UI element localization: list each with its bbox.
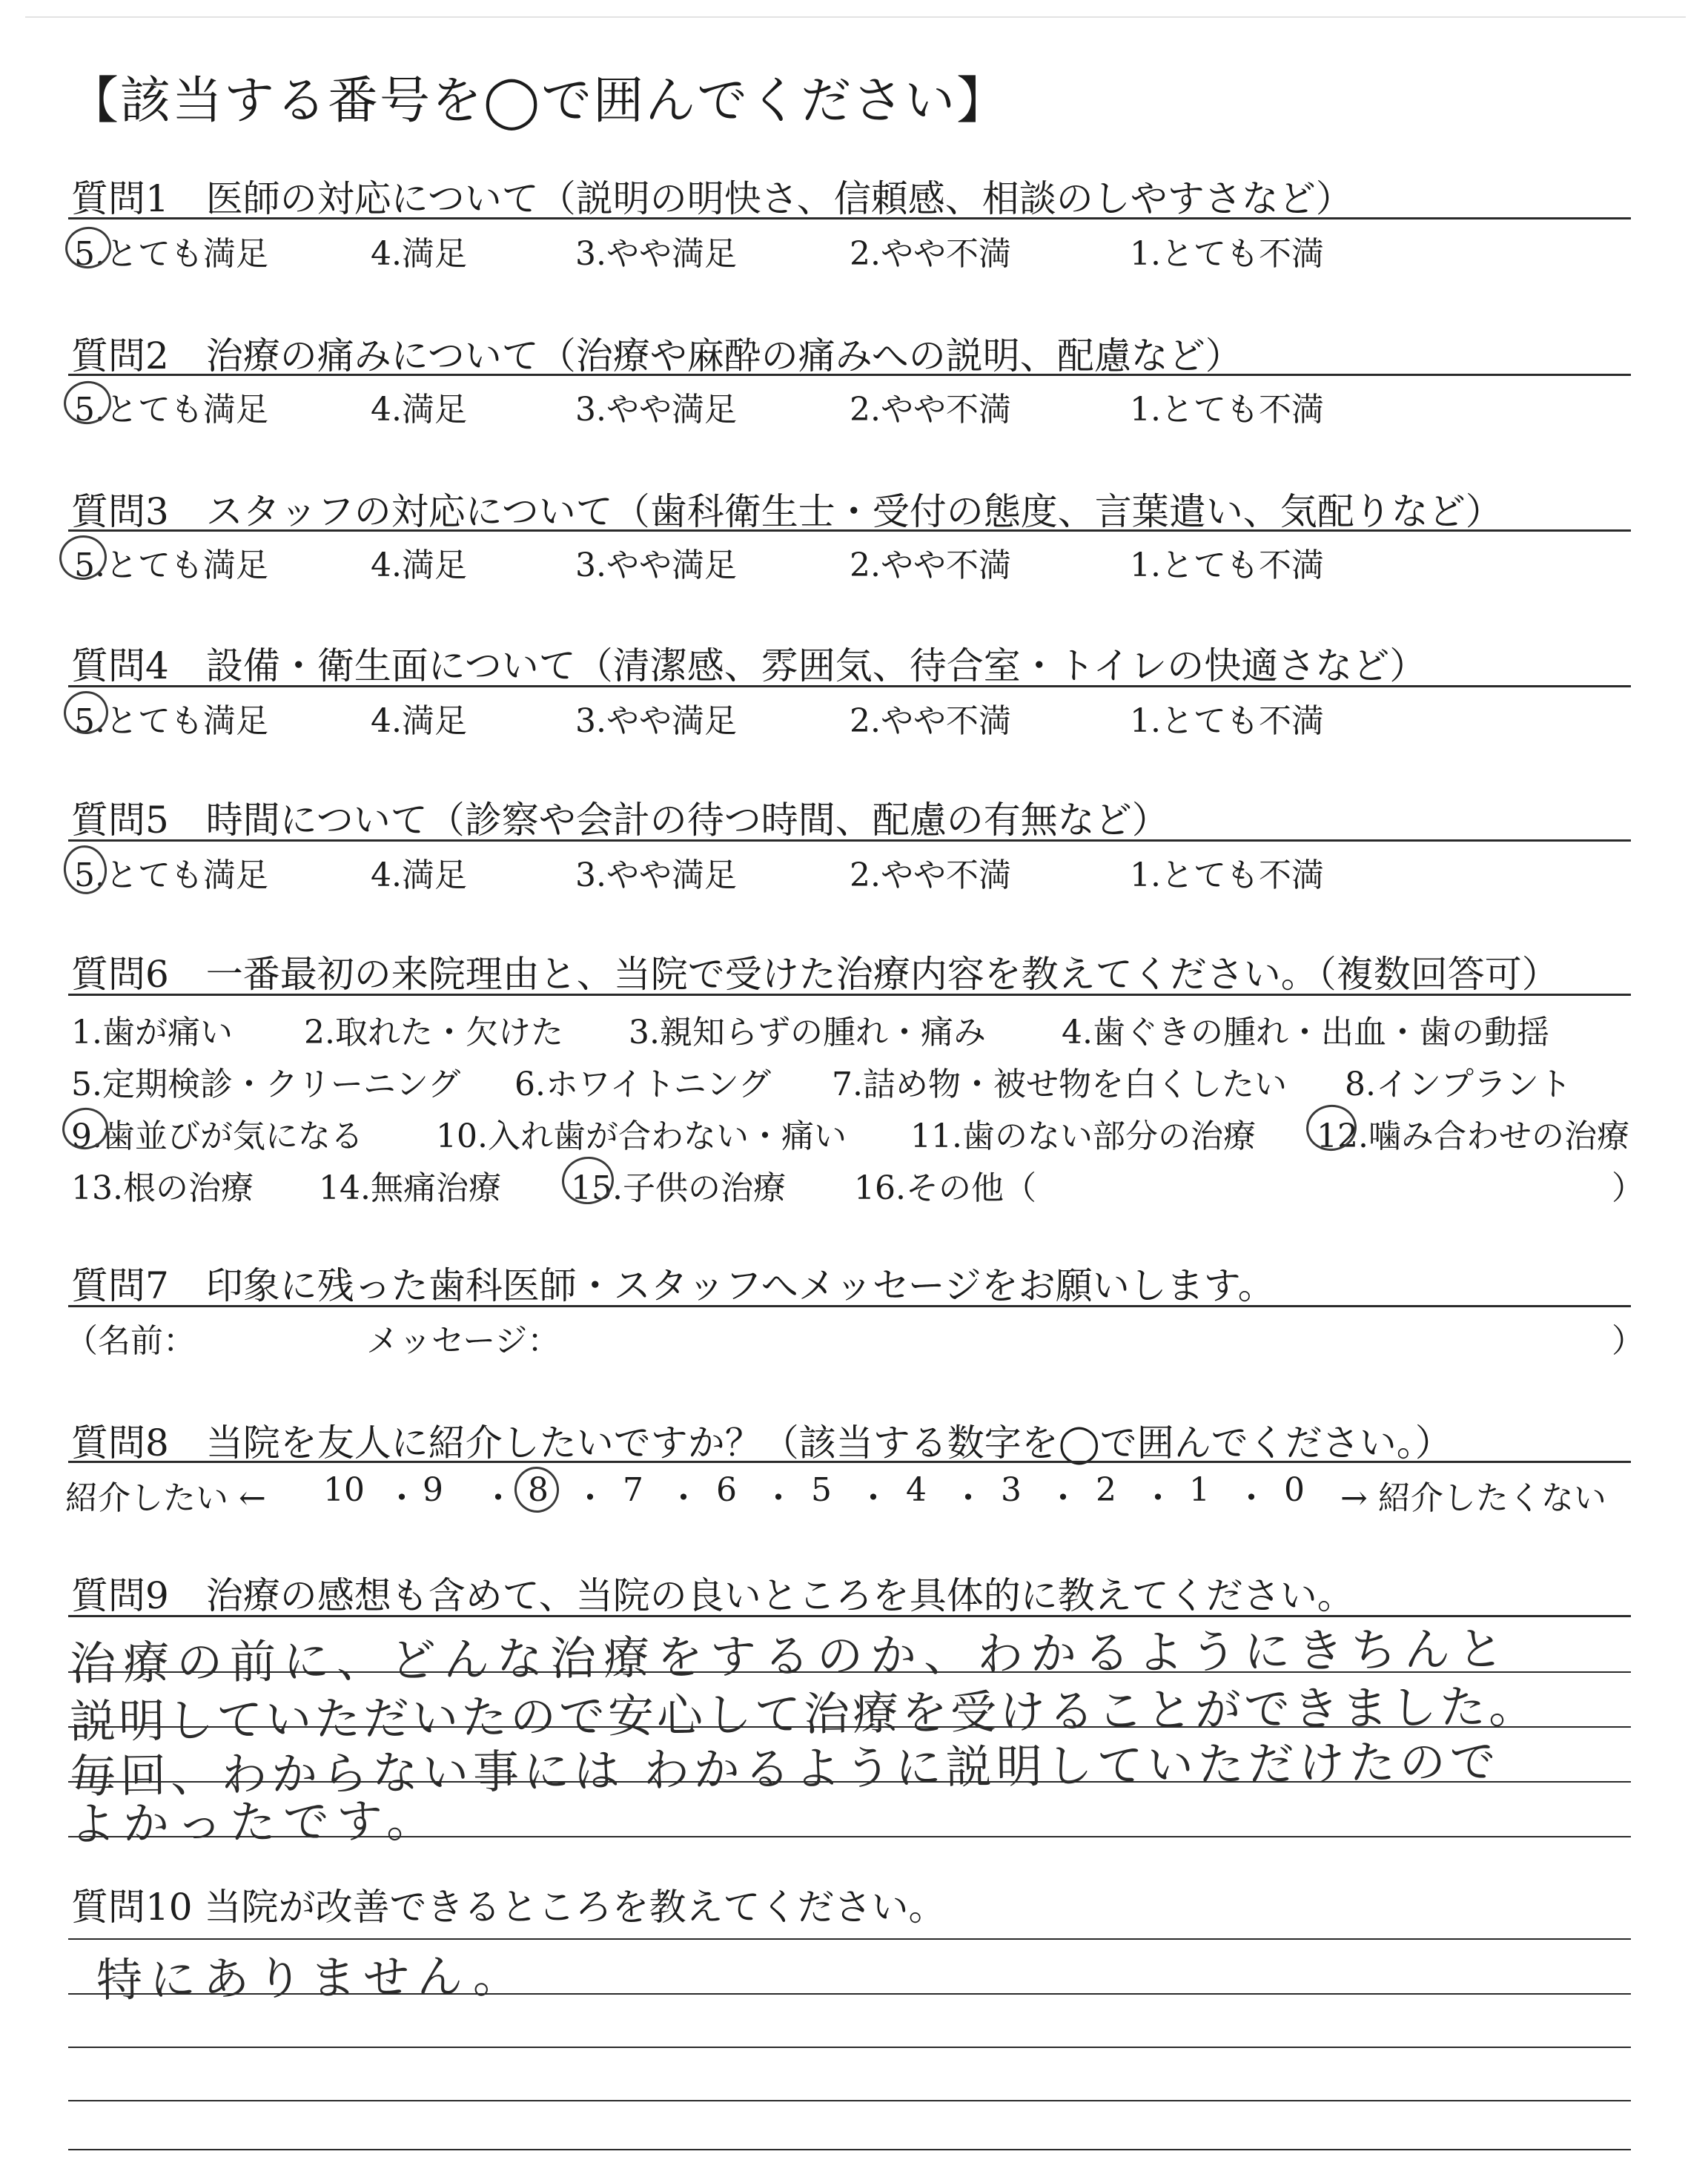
option-4[interactable]: 4.満足	[371, 856, 467, 894]
option-4[interactable]: 4.満足	[371, 235, 467, 273]
scale-dot: ・	[385, 1479, 418, 1517]
option-2[interactable]: 2.やや不満	[850, 391, 1011, 429]
q6-option-9[interactable]: 9.歯並びが気になる	[71, 1117, 363, 1155]
option-1[interactable]: 1.とても不満	[1130, 702, 1324, 740]
option-4[interactable]: 4.満足	[371, 546, 467, 584]
answer-line	[68, 2100, 1631, 2101]
message-label: メッセージ：	[366, 1322, 560, 1360]
scale-3[interactable]: 3	[1001, 1471, 1022, 1509]
answer-line	[68, 2149, 1631, 2150]
option-2[interactable]: 2.やや不満	[850, 702, 1011, 740]
option-2[interactable]: 2.やや不満	[850, 235, 1011, 273]
option-3[interactable]: 3.やや満足	[575, 546, 737, 584]
name-label: （名前：	[65, 1322, 196, 1360]
q6-option-6[interactable]: 6.ホワイトニング	[514, 1066, 772, 1103]
q6-option-8[interactable]: 8.インプラント	[1345, 1066, 1572, 1103]
q6-option-11[interactable]: 11.歯のない部分の治療	[910, 1117, 1256, 1155]
question-2-rule	[68, 374, 1631, 376]
question-4-rule	[68, 685, 1631, 687]
q6-option-1[interactable]: 1.歯が痛い	[71, 1014, 233, 1051]
scale-dot: ・	[667, 1479, 700, 1517]
q6-option-10[interactable]: 10.入れ歯が合わない・痛い	[436, 1117, 847, 1155]
q6-close-paren: ）	[1612, 1169, 1644, 1207]
q6-option-3[interactable]: 3.親知らずの腫れ・痛み	[629, 1014, 986, 1051]
answer-line	[68, 2047, 1631, 2048]
q9-answer-line-4: よかったです。	[69, 1793, 440, 1852]
q6-option-16[interactable]: 16.その他（	[854, 1169, 1036, 1207]
q6-option-2[interactable]: 2.取れた・欠けた	[304, 1014, 563, 1051]
scale-dot: ・	[1047, 1479, 1079, 1517]
q6-option-7[interactable]: 7.詰め物・被せ物を白くしたい	[832, 1066, 1287, 1103]
scale-6[interactable]: 6	[716, 1471, 737, 1509]
option-1[interactable]: 1.とても不満	[1130, 391, 1324, 429]
option-5[interactable]: 5.とても満足	[74, 235, 268, 273]
option-1[interactable]: 1.とても不満	[1130, 546, 1324, 584]
q6-option-12[interactable]: 12.噛み合わせの治療	[1317, 1117, 1629, 1155]
scale-10[interactable]: 10	[323, 1471, 365, 1509]
q6-option-13[interactable]: 13.根の治療	[71, 1169, 254, 1207]
scale-left-label: 紹介したい ←	[65, 1479, 266, 1517]
option-4[interactable]: 4.満足	[371, 702, 467, 740]
q6-option-5[interactable]: 5.定期検診・クリーニング	[71, 1066, 461, 1103]
question-1-rule	[68, 217, 1631, 219]
option-2[interactable]: 2.やや不満	[850, 856, 1011, 894]
question-7-rule	[68, 1305, 1631, 1307]
question-2: 質問2 治療の痛みについて（治療や麻酔の痛みへの説明、配慮など）	[71, 334, 1242, 377]
q9-answer-line-1: 治療の前に、どんな治療をするのか、わかるようにきちんと	[69, 1621, 1512, 1691]
question-4: 質問4 設備・衛生面について（清潔感、雰囲気、待合室・トイレの快適さなど）	[71, 644, 1427, 687]
page-title: 【該当する番号を◯で囲んでください】	[68, 72, 1009, 131]
scale-7[interactable]: 7	[623, 1471, 643, 1509]
option-3[interactable]: 3.やや満足	[575, 391, 737, 429]
option-5[interactable]: 5.とても満足	[74, 546, 268, 584]
question-5: 質問5 時間について（診察や会計の待つ時間、配慮の有無など）	[71, 799, 1169, 842]
scale-dot: ・	[1142, 1479, 1174, 1517]
option-5[interactable]: 5.とても満足	[74, 856, 268, 894]
scale-2[interactable]: 2	[1096, 1471, 1116, 1509]
option-3[interactable]: 3.やや満足	[575, 856, 737, 894]
question-6-rule	[68, 994, 1631, 996]
option-5[interactable]: 5.とても満足	[74, 391, 268, 429]
scale-dot: ・	[762, 1479, 795, 1517]
answer-line	[68, 1938, 1631, 1940]
q6-option-4[interactable]: 4.歯ぐきの腫れ・出血・歯の動揺	[1062, 1014, 1549, 1051]
scale-dot: ・	[482, 1479, 514, 1517]
question-8: 質問8 当院を友人に紹介したいですか？（該当する数字を◯で囲んでください。）	[71, 1421, 1452, 1464]
q10-answer-line-1: 特にありません。	[96, 1948, 527, 2008]
scale-right-label: → 紹介したくない	[1340, 1479, 1606, 1517]
option-1[interactable]: 1.とても不満	[1130, 856, 1324, 894]
question-10: 質問10 当院が改善できるところを教えてください。	[71, 1886, 946, 1929]
question-3-rule	[68, 529, 1631, 532]
q6-option-14[interactable]: 14.無痛治療	[319, 1169, 501, 1207]
option-4[interactable]: 4.満足	[371, 391, 467, 429]
page-edge	[25, 16, 1686, 18]
scale-dot: ・	[952, 1479, 984, 1517]
question-3: 質問3 スタッフの対応について（歯科衛生士・受付の態度、言葉遣い、気配りなど）	[71, 490, 1503, 533]
scale-9[interactable]: 9	[423, 1471, 443, 1509]
question-8-rule	[68, 1461, 1631, 1463]
question-1: 質問1 医師の対応について（説明の明快さ、信頼感、相談のしやすさなど）	[71, 177, 1353, 220]
selection-circle	[512, 1464, 562, 1516]
option-2[interactable]: 2.やや不満	[850, 546, 1011, 584]
scale-1[interactable]: 1	[1189, 1471, 1210, 1509]
q9-answer-line-3: 毎回、わからない事には わかるように説明していただけたので	[69, 1734, 1501, 1804]
question-9: 質問9 治療の感想も含めて、当院の良いところを具体的に教えてください。	[71, 1574, 1354, 1617]
scale-dot: ・	[1235, 1479, 1268, 1517]
scale-5[interactable]: 5	[811, 1471, 832, 1509]
q9-answer-line-2: 説明していただいたので安心して治療を受けることができました。	[69, 1679, 1538, 1749]
scale-4[interactable]: 4	[906, 1471, 927, 1509]
option-1[interactable]: 1.とても不満	[1130, 235, 1324, 273]
scale-8[interactable]: 8	[528, 1471, 549, 1509]
scale-dot: ・	[574, 1479, 606, 1517]
q7-close-paren: ）	[1612, 1322, 1644, 1360]
question-6: 質問6 一番最初の来院理由と、当院で受けた治療内容を教えてください。（複数回答可）	[71, 953, 1559, 996]
q6-option-15[interactable]: 15.子供の治療	[571, 1169, 786, 1207]
scale-dot: ・	[857, 1479, 890, 1517]
question-5-rule	[68, 839, 1631, 842]
question-7: 質問7 印象に残った歯科医師・スタッフへメッセージをお願いします。	[71, 1264, 1275, 1307]
option-3[interactable]: 3.やや満足	[575, 235, 737, 273]
scale-0[interactable]: 0	[1284, 1471, 1305, 1509]
option-3[interactable]: 3.やや満足	[575, 702, 737, 740]
option-5[interactable]: 5.とても満足	[74, 702, 268, 740]
